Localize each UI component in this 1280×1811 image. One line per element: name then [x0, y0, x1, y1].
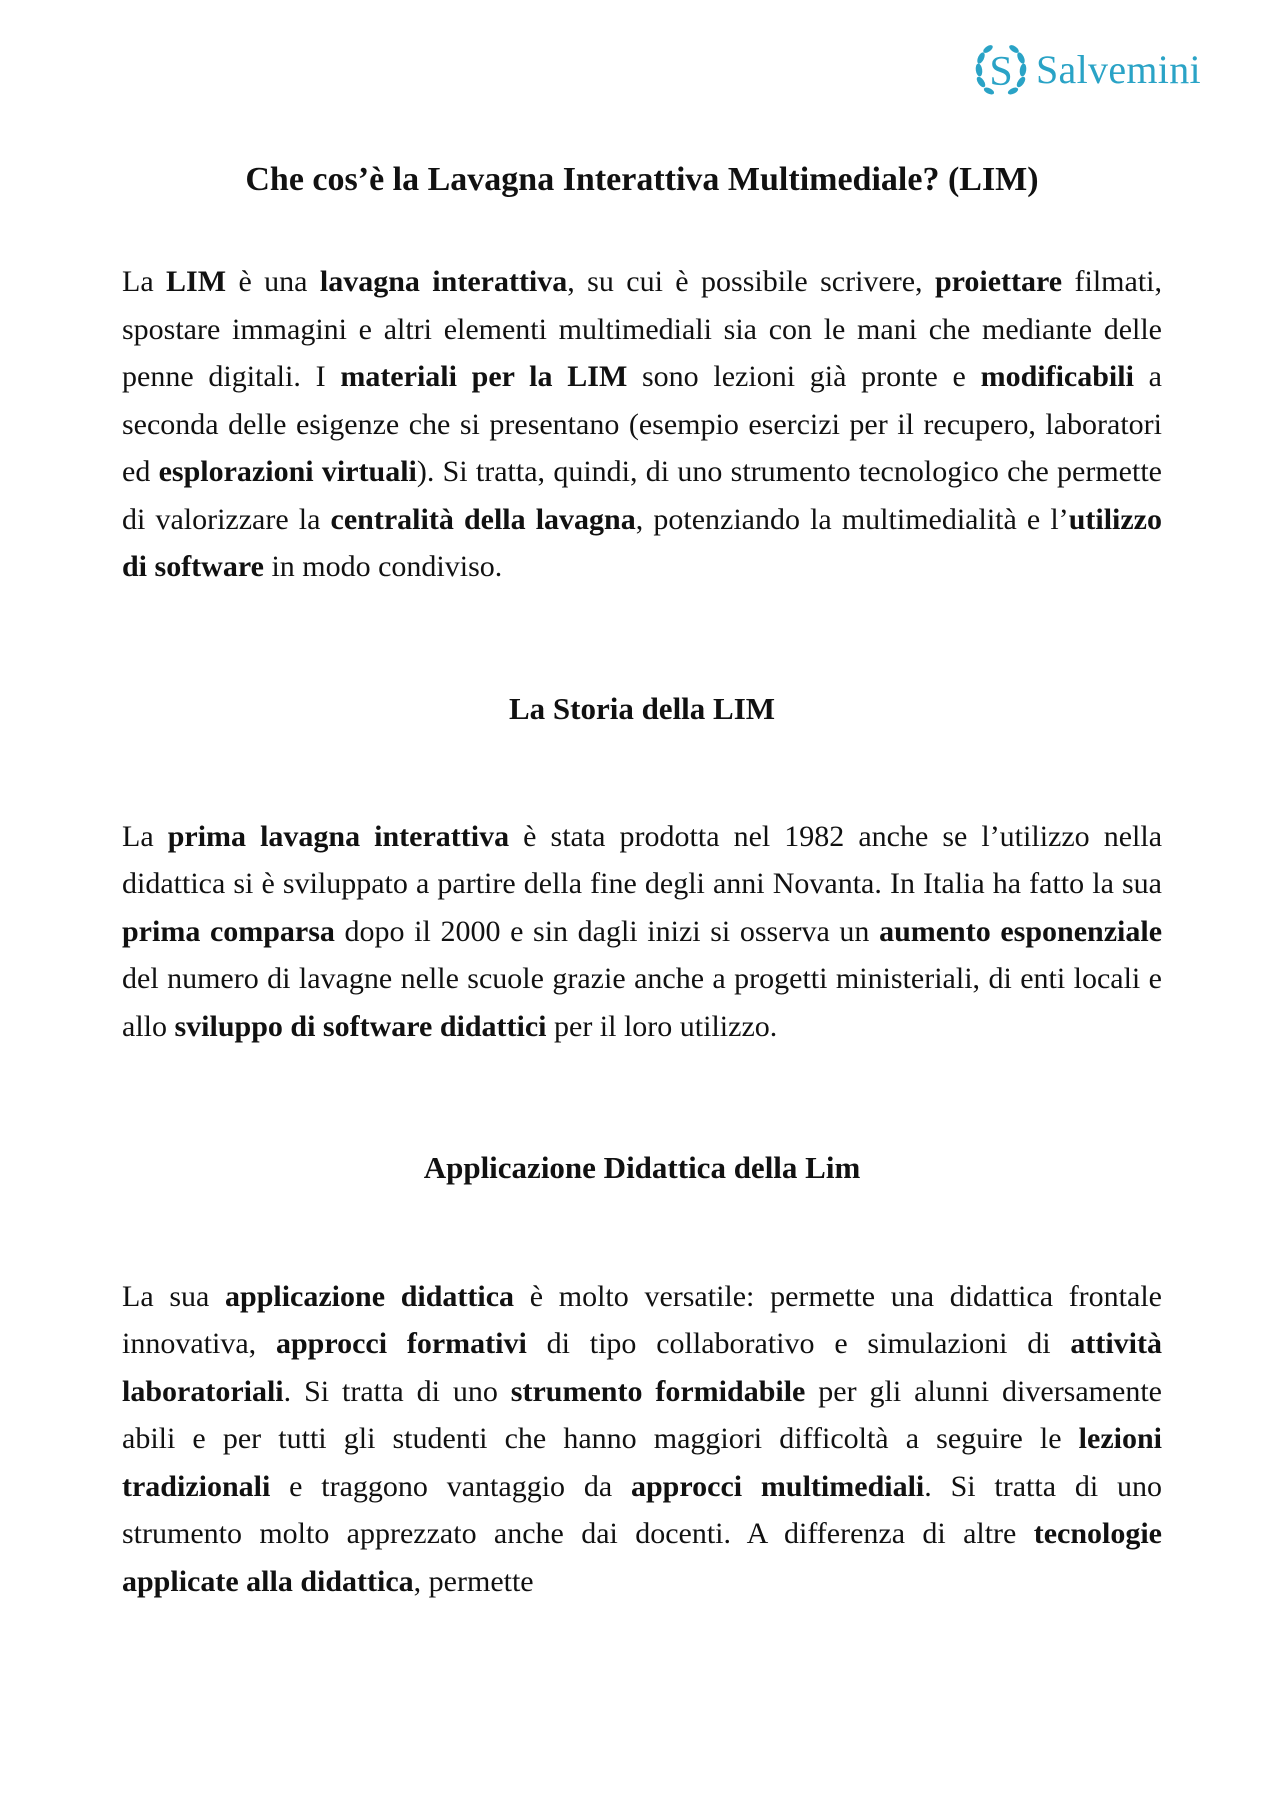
section-heading-storia: La Storia della LIM [508, 690, 776, 726]
bold-term: lezioni tradizionali [122, 1422, 1162, 1503]
bold-term: sviluppo di software didattici [174, 1009, 547, 1043]
bold-term: approcci multimediali [631, 1469, 925, 1503]
bold-term: centralità della lavagna [330, 502, 636, 536]
bold-term: prima lavagna interattiva [167, 819, 510, 853]
bold-term: lavagna interattiva [319, 265, 568, 299]
salvemini-logo [970, 40, 1230, 100]
bold-term: prima comparsa [122, 914, 335, 948]
bold-term: tecnologie applicate alla didattica [122, 1517, 1162, 1598]
bold-term: utilizzo di software [122, 502, 1162, 584]
bold-term: attività laboratoriali [122, 1327, 1162, 1408]
applicazione-paragraph: La sua applicazione didattica è molto versatile: permette una didattica frontale innovativa, approcci formativi di tipo collaborativo e simulazioni di attività laboratoriali. Si tratta di uno strumento formidabile per gli alunni diversamente abili e per tutti gli studenti che hanno maggiori difficoltà a seguire le lezioni tradizionali e traggono vantaggio da approcci multimediali. Si tratta di uno strumento molto apprezzato anche dai docenti. A differenza di altre tecnologie applicate alla didattica, permette [122, 1279, 1163, 1598]
bold-term: strumento formidabile [510, 1374, 806, 1408]
logo-letter: S [989, 49, 1013, 95]
bold-term: materiali per la LIM [340, 360, 628, 394]
section-heading-applicazione: Applicazione Didattica della Lim [423, 1150, 861, 1186]
bold-term: applicazione didattica [225, 1279, 515, 1313]
document-body [122, 150, 1162, 1605]
bold-term: esplorazioni virtuali [158, 455, 417, 489]
bold-term: modificabili [980, 360, 1134, 394]
laurel-emblem-icon [970, 40, 1032, 100]
intro-paragraph: La LIM è una lavagna interattiva, su cui è possibile scrivere, proiettare filmati, spostare immagini e altri elementi multimediali sia con le mani che mediante delle penne digitali. I materiali per la LIM sono lezioni già pronte e modificabili a seconda delle esigenze che si presentano (esempio esercizi per il recupero, laboratori ed esplorazioni virtuali). Si tratta, quindi, di uno strumento tecnologico che permette di valorizzare la centralità della lavagna, potenziando la multimedialità e l’utilizzo di software in modo condiviso. [122, 265, 1163, 584]
logo-text: Salvemini [1036, 47, 1201, 92]
bold-term: LIM [166, 265, 227, 299]
page-title: Che cos’è la Lavagna Interattiva Multimediale? (LIM) [245, 161, 1039, 198]
bold-term: approcci formativi [275, 1327, 527, 1361]
storia-paragraph: La prima lavagna interattiva è stata prodotta nel 1982 anche se l’utilizzo nella didattica si è sviluppato a partire della fine degli anni Novanta. In Italia ha fatto la sua prima comparsa dopo il 2000 e sin dagli inizi si osserva un aumento esponenziale del numero di lavagne nelle scuole grazie anche a progetti ministeriali, di enti locali e allo sviluppo di software didattici per il loro utilizzo. [122, 819, 1163, 1043]
bold-term: proiettare [934, 265, 1063, 299]
bold-term: aumento esponenziale [879, 914, 1163, 948]
